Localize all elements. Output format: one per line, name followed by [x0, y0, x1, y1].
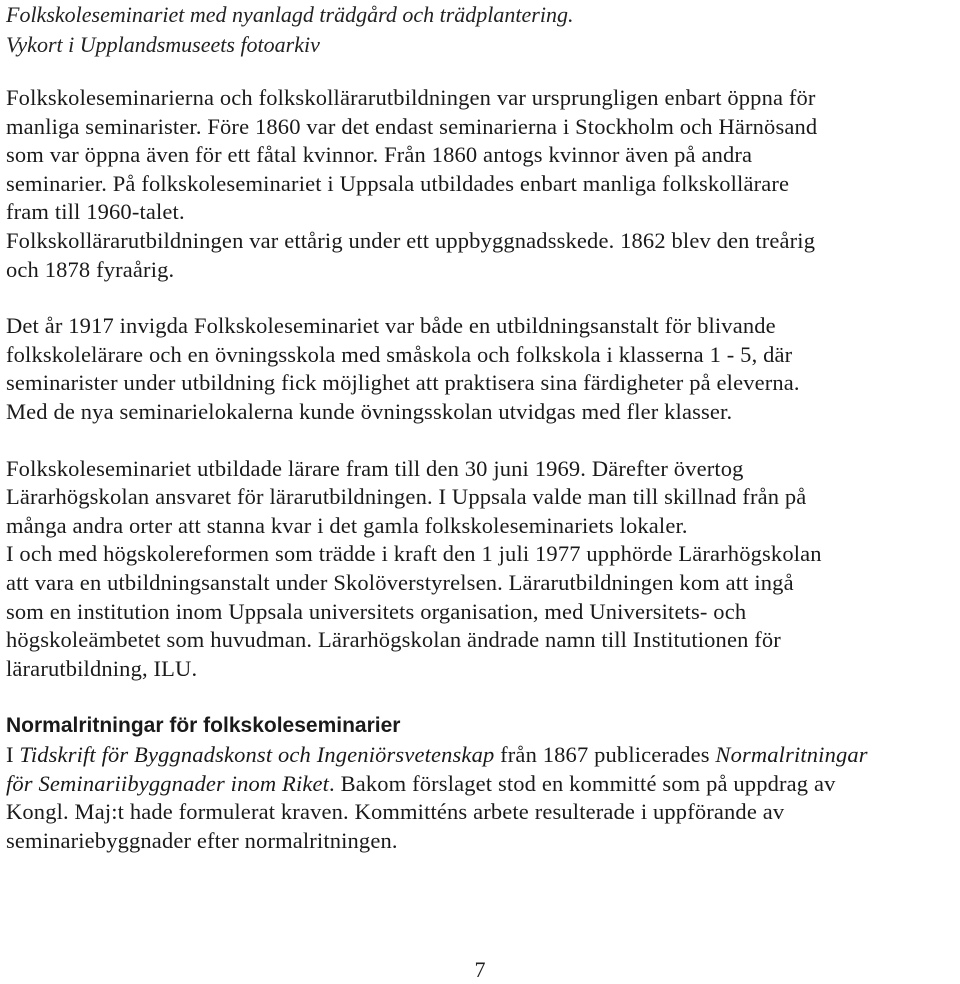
- text-line: manliga seminarister. Före 1860 var det endast seminarierna i Stockholm och Härnösand: [6, 113, 818, 139]
- page-number: 7: [474, 957, 486, 982]
- text-line: och 1878 fyraårig.: [6, 256, 175, 282]
- caption-line: Vykort i Upplandsmuseets fotoarkiv: [6, 32, 320, 57]
- text-line: Folkskoleseminariet utbildade lärare fram till den 30 juni 1969. Därefter övertog: [6, 455, 744, 481]
- caption-line: Folkskoleseminariet med nyanlagd trädgård och trädplantering.: [6, 2, 574, 27]
- text-line: Lärarhögskolan ansvaret för lärarutbildningen. I Uppsala valde man till skillnad från på: [6, 484, 807, 510]
- text-line: att vara en utbildningsanstalt under Skolöverstyrelsen. Lärarutbildningen kom att ingå: [6, 569, 794, 595]
- text-line: fram till 1960-talet.: [6, 199, 185, 225]
- publication-title: Normalritningar: [715, 742, 868, 768]
- text-line: seminariebyggnader efter normalritningen.: [6, 828, 398, 854]
- text-run: . Bakom förslaget stod en kommitté som på uppdrag av: [329, 770, 836, 796]
- text-run: från 1867 publicerades: [494, 742, 716, 768]
- text-line: [6, 770, 956, 799]
- text-line: som en institution inom Uppsala universitets organisation, med Universitets- och: [6, 598, 747, 624]
- text-line: I och med högskolereformen som trädde i kraft den 1 juli 1977 upphörde Lärarhögskolan: [6, 541, 822, 567]
- image-caption: [6, 0, 956, 60]
- text-line: högskoleämbetet som huvudman. Lärarhögskolan ändrade namn till Institutionen för: [6, 627, 781, 653]
- paragraph-1: [6, 84, 956, 284]
- text-line: folkskolelärare och en övningsskola med småskola och folkskola i klasserna 1 - 5, där: [6, 341, 793, 367]
- paragraph-2: [6, 312, 956, 426]
- publication-title: för Seminariibyggnader inom Riket: [6, 770, 330, 796]
- text-run: I: [6, 742, 20, 768]
- section-heading: Normalritningar för folkskoleseminarier: [6, 714, 401, 738]
- text-line: Folkskoleseminarierna och folkskollärarutbildningen var ursprungligen enbart öppna för: [6, 85, 816, 110]
- paragraph-3: [6, 455, 956, 684]
- text-line: [6, 741, 956, 770]
- text-line: seminarier. På folkskoleseminariet i Uppsala utbildades enbart manliga folkskollärare: [6, 170, 790, 196]
- text-line: seminarister under utbildning fick möjlighet att praktisera sina färdigheter på eleverna.: [6, 370, 800, 396]
- text-line: Folkskollärarutbildningen var ettårig under ett uppbyggnadsskede. 1862 blev den treårig: [6, 227, 816, 253]
- text-line: lärarutbildning, ILU.: [6, 655, 198, 681]
- section-paragraph: [6, 741, 956, 855]
- text-line: Kongl. Maj:t hade formulerat kraven. Kommitténs arbete resulterade i uppförande av: [6, 799, 785, 825]
- journal-title: Tidskrift för Byggnadskonst och Ingeniörsvetenskap: [19, 742, 495, 768]
- text-line: som var öppna även för ett fåtal kvinnor. Från 1860 antogs kvinnor även på andra: [6, 142, 753, 168]
- text-line: Med de nya seminarielokalerna kunde övningsskolan utvidgas med fler klasser.: [6, 398, 733, 424]
- document-page: [6, 0, 956, 856]
- text-line: många andra orter att stanna kvar i det gamla folkskoleseminariets lokaler.: [6, 512, 688, 538]
- text-line: Det år 1917 invigda Folkskoleseminariet var både en utbildningsanstalt för blivande: [6, 313, 776, 339]
